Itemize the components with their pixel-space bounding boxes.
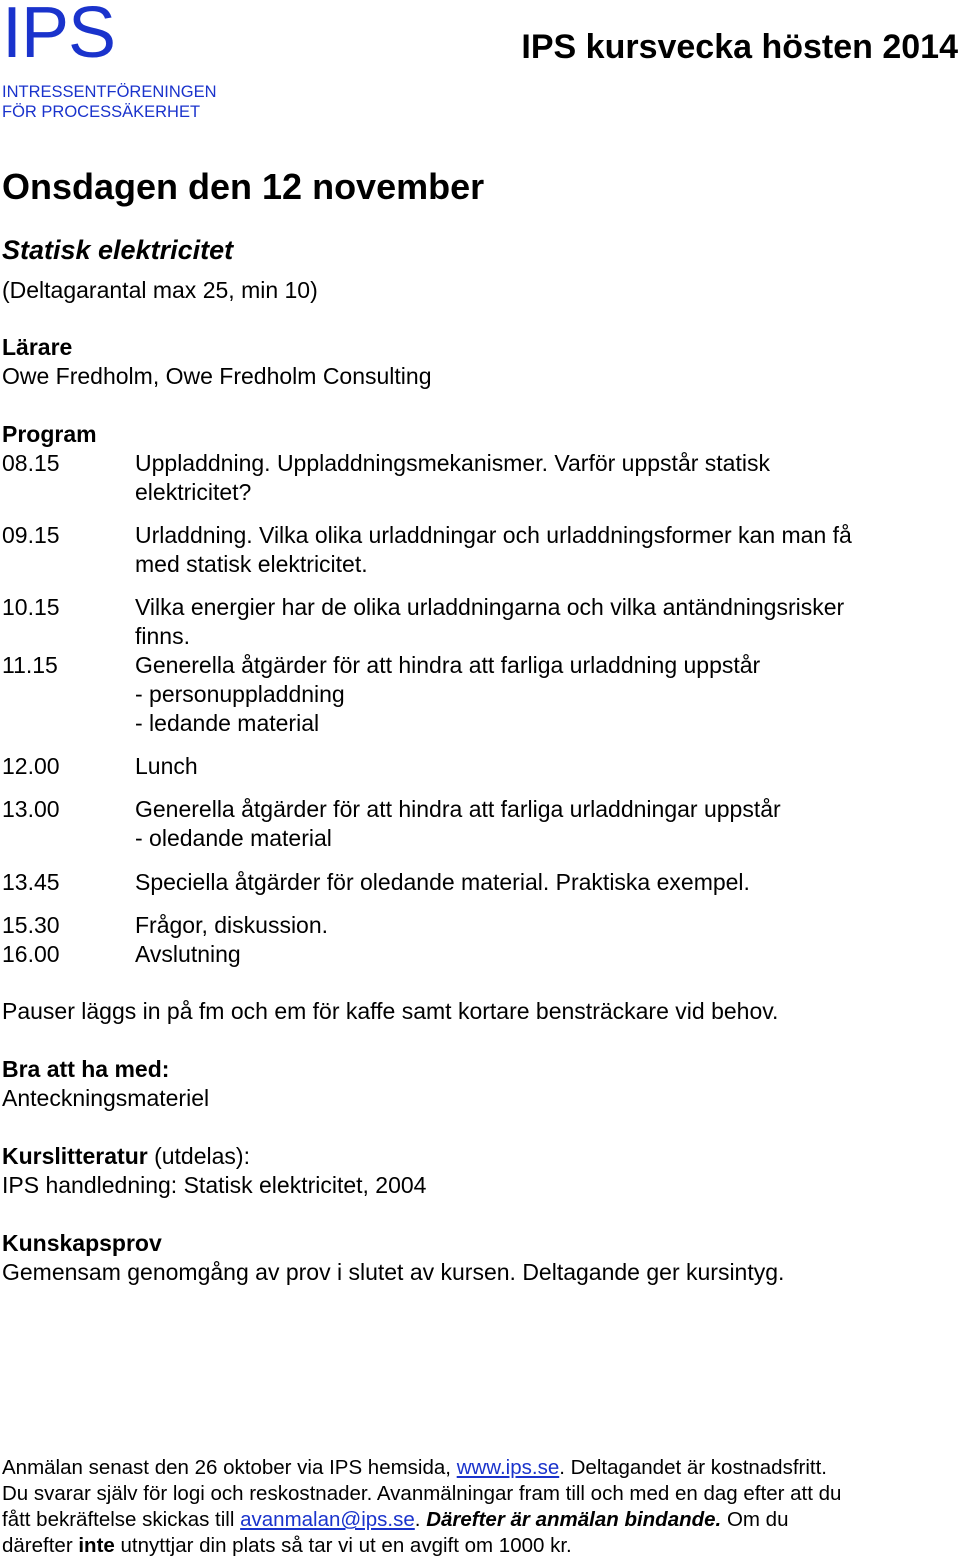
exam-text: Gemensam genomgång av prov i slutet av kursen. Deltagande ger kursintyg. bbox=[2, 1259, 785, 1285]
program-item-line: Avslutning bbox=[135, 941, 241, 967]
program-time: 10.15 bbox=[2, 594, 60, 620]
website-link[interactable]: www.ips.se bbox=[456, 1456, 560, 1479]
footer-emphasis: inte bbox=[78, 1534, 115, 1557]
program-time: 15.30 bbox=[2, 912, 60, 938]
binding-notice: Därefter är anmälan bindande. bbox=[426, 1508, 722, 1531]
program-item-line: Frågor, diskussion. bbox=[135, 912, 329, 938]
org-name-line1: INTRESSENTFÖRENINGEN bbox=[2, 83, 217, 101]
footer-text: . Deltagandet är kostnadsfritt. bbox=[559, 1456, 827, 1479]
program-item bbox=[135, 593, 935, 651]
program-item bbox=[135, 795, 935, 853]
footer-text: utnyttjar din plats så tar vi ut en avgift om 1000 kr. bbox=[114, 1534, 572, 1557]
program-item bbox=[135, 521, 935, 579]
program-item-line: - ledande material bbox=[135, 710, 320, 736]
program-item bbox=[135, 651, 935, 738]
program-item-line: Generella åtgärder för att hindra att farliga urladdningar uppstår bbox=[135, 796, 781, 822]
literature-heading-bold: Kurslitteratur bbox=[2, 1143, 148, 1169]
footer-text: därefter bbox=[2, 1534, 79, 1557]
program-item bbox=[135, 868, 935, 897]
day-heading: Onsdagen den 12 november bbox=[2, 166, 485, 207]
program-item-line: finns. bbox=[135, 623, 190, 649]
program-item-line: med statisk elektricitet. bbox=[135, 551, 368, 577]
ips-logo: IPS bbox=[2, 0, 116, 73]
org-name-line2: FÖR PROCESSÄKERHET bbox=[2, 103, 201, 121]
program-time: 08.15 bbox=[2, 450, 60, 476]
program-item-line: - personuppladdning bbox=[135, 681, 345, 707]
teacher-name: Owe Fredholm, Owe Fredholm Consulting bbox=[2, 363, 432, 389]
footer-line-1 bbox=[2, 1455, 827, 1481]
program-time: 11.15 bbox=[2, 652, 58, 678]
program-time: 13.45 bbox=[2, 869, 60, 895]
exam-heading: Kunskapsprov bbox=[2, 1230, 162, 1256]
literature-heading bbox=[2, 1142, 250, 1171]
literature-heading-suffix: (utdelas): bbox=[147, 1143, 250, 1169]
footer-text: fått bekräftelse skickas till bbox=[2, 1508, 241, 1531]
program-heading: Program bbox=[2, 421, 97, 447]
program-item bbox=[135, 449, 935, 507]
program-time: 12.00 bbox=[2, 753, 60, 779]
program-item-line: Lunch bbox=[135, 753, 198, 779]
program-time: 09.15 bbox=[2, 522, 60, 548]
footer-text: . bbox=[414, 1508, 427, 1531]
course-title: Statisk elektricitet bbox=[2, 235, 234, 265]
footer-text: Om du bbox=[721, 1508, 789, 1531]
footer-text: Anmälan senast den 26 oktober via IPS hemsida, bbox=[2, 1456, 457, 1479]
program-item-line: Speciella åtgärder för oledande material. Praktiska exempel. bbox=[135, 869, 750, 895]
bring-text: Anteckningsmateriel bbox=[2, 1085, 210, 1111]
program-item bbox=[135, 752, 935, 781]
program-item bbox=[135, 940, 935, 969]
pauses-note: Pauser läggs in på fm och em för kaffe samt kortare bensträckare vid behov. bbox=[2, 998, 779, 1024]
program-item bbox=[135, 911, 935, 940]
program-time: 13.00 bbox=[2, 796, 60, 822]
program-item-line: Uppladdning. Uppladdningsmekanismer. Varför uppstår statisk bbox=[135, 450, 770, 476]
footer-line-4 bbox=[2, 1533, 572, 1559]
program-item-line: elektricitet? bbox=[135, 479, 252, 505]
document-title: IPS kursvecka hösten 2014 bbox=[521, 28, 958, 66]
program-time: 16.00 bbox=[2, 941, 60, 967]
program-item-line: Generella åtgärder för att hindra att farliga urladdning uppstår bbox=[135, 652, 761, 678]
participants-note: (Deltagarantal max 25, min 10) bbox=[2, 277, 318, 303]
email-link[interactable]: avanmalan@ips.se bbox=[240, 1508, 415, 1531]
footer-line-3 bbox=[2, 1507, 788, 1533]
program-item-line: Vilka energier har de olika urladdningarna och vilka antändningsrisker bbox=[135, 594, 845, 620]
literature-text: IPS handledning: Statisk elektricitet, 2004 bbox=[2, 1172, 427, 1198]
bring-heading: Bra att ha med: bbox=[2, 1056, 170, 1082]
program-item-line: - oledande material bbox=[135, 825, 332, 851]
program-item-line: Urladdning. Vilka olika urladdningar och urladdningsformer kan man få bbox=[135, 522, 852, 548]
footer-line-2: Du svarar själv för logi och reskostnader. Avanmälningar fram till och med en dag efter att du bbox=[2, 1482, 842, 1505]
teacher-heading: Lärare bbox=[2, 334, 73, 360]
